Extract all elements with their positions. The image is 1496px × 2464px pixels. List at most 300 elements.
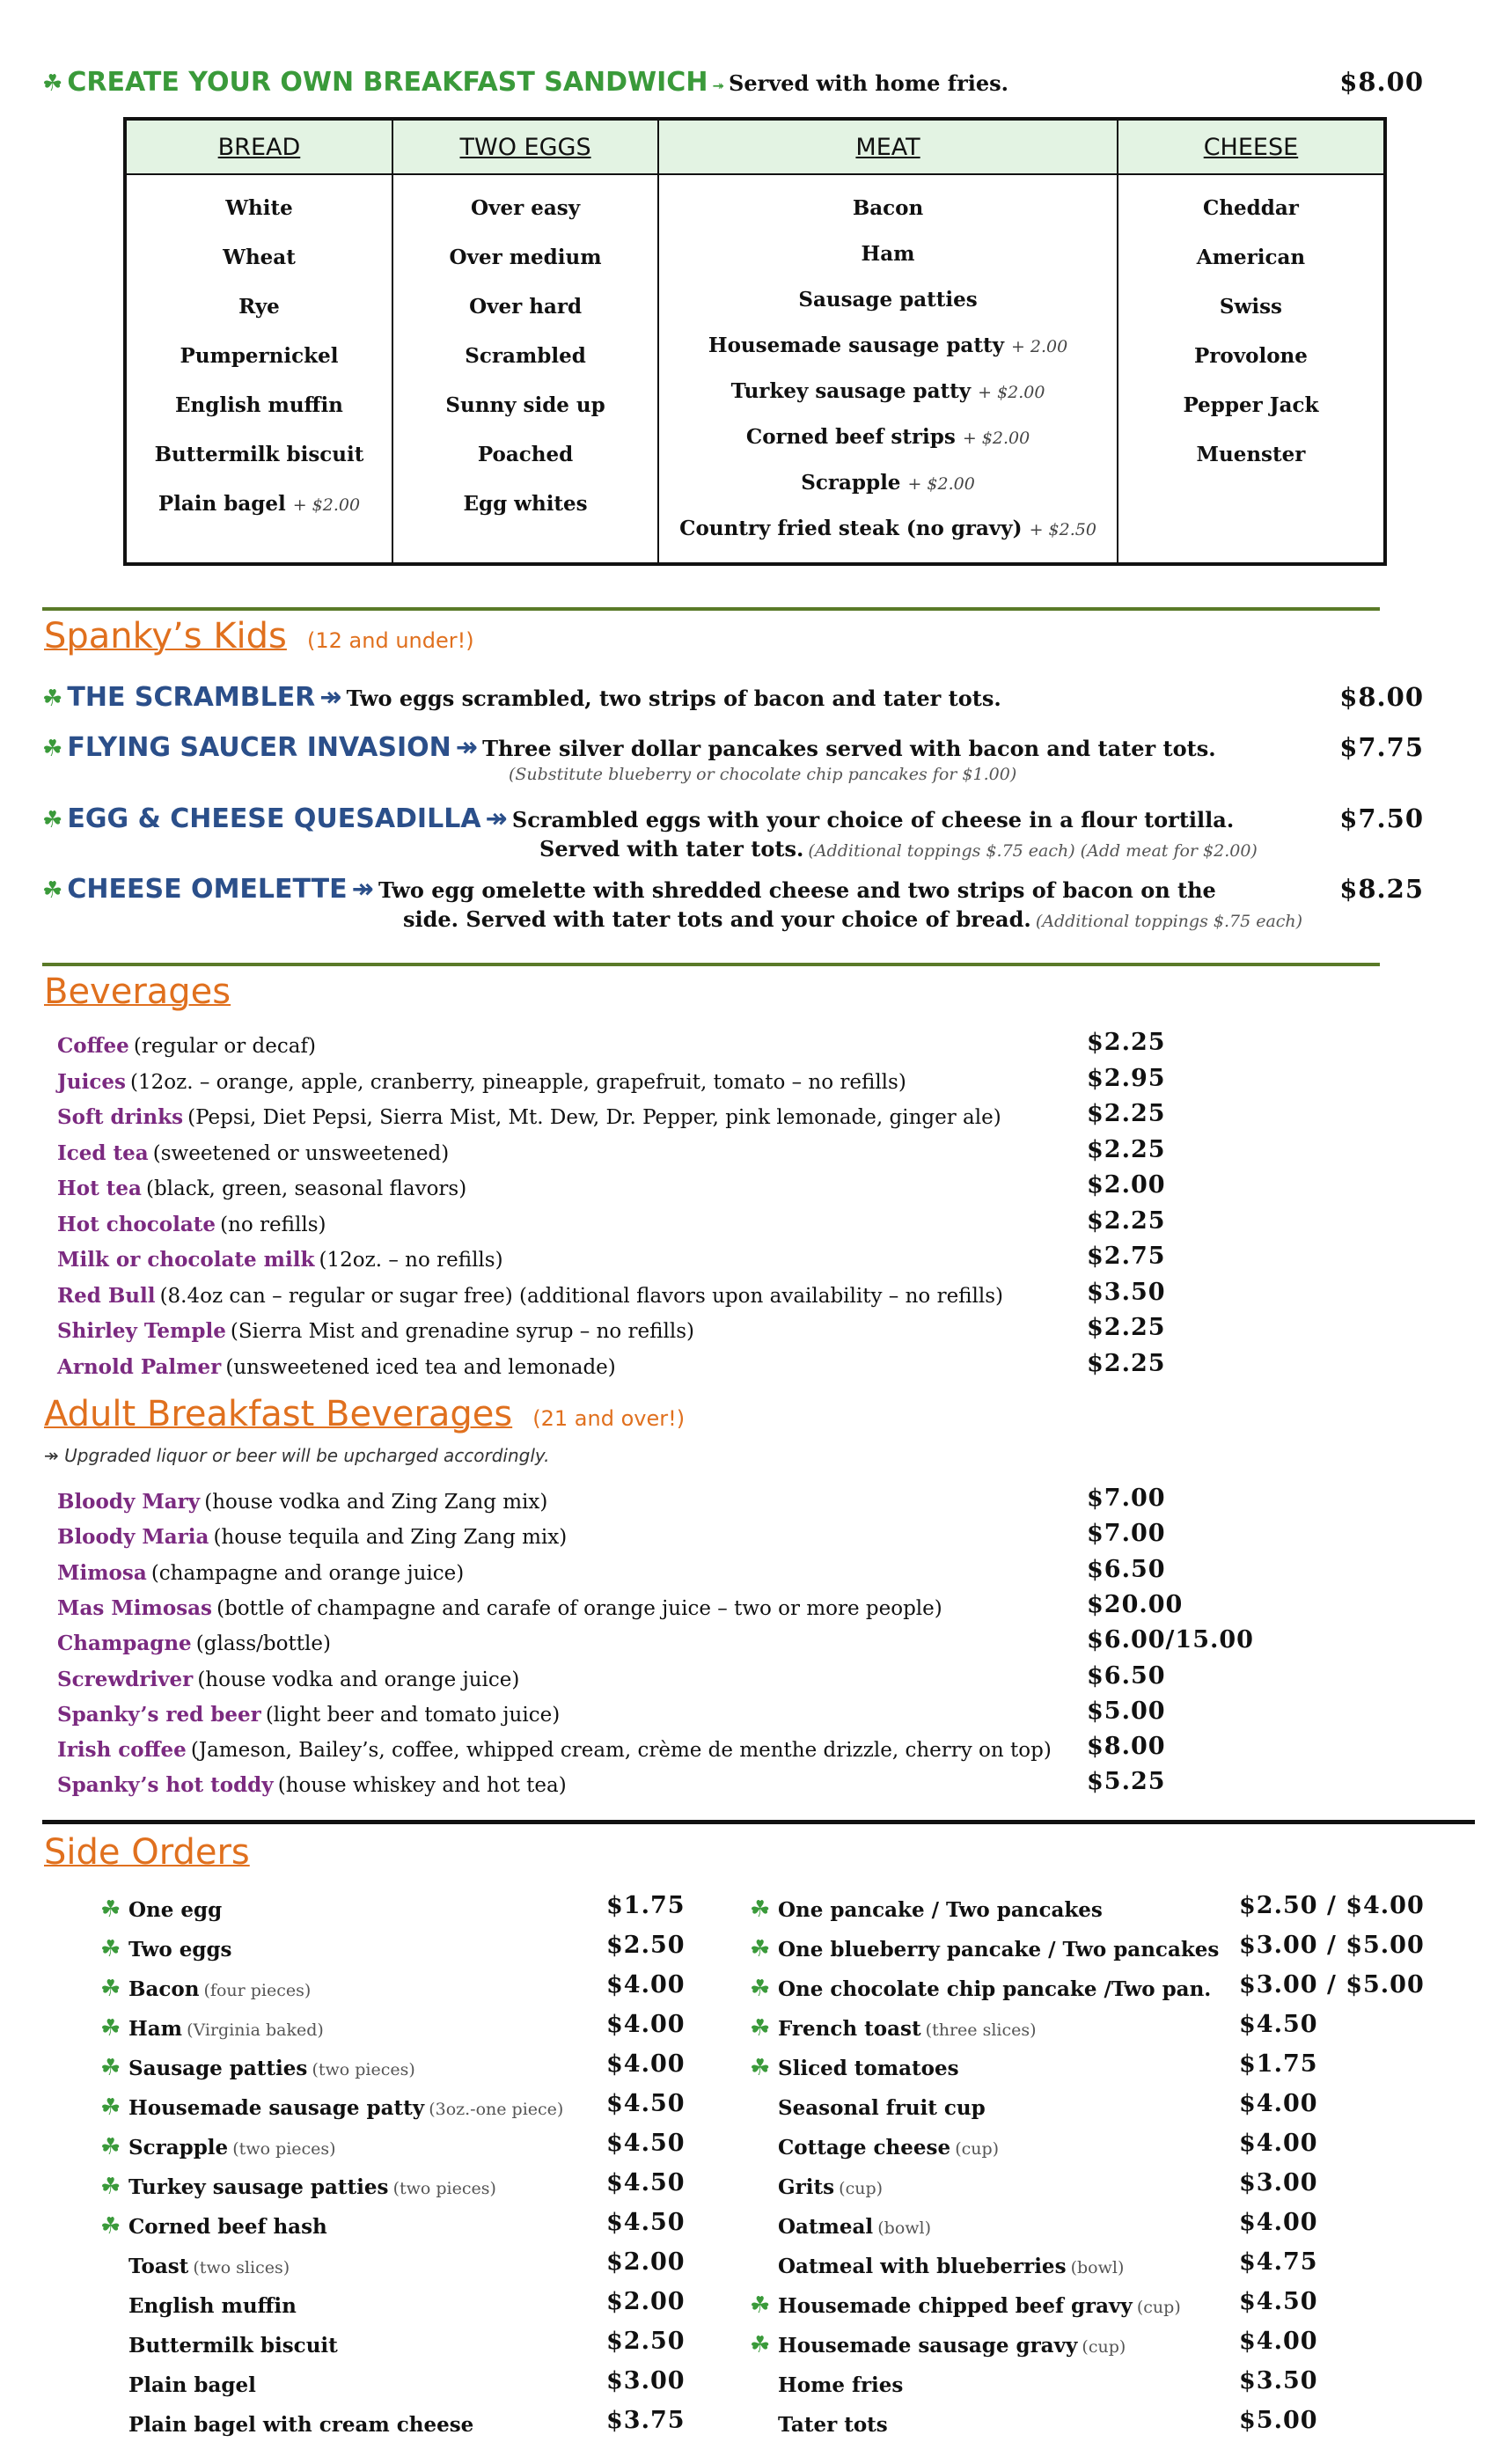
- side-item-price: $2.50: [606, 2328, 686, 2355]
- kids-item-line2: [42, 836, 1424, 862]
- side-row: [750, 2090, 1459, 2121]
- beverage-price: $2.75: [1087, 1243, 1166, 1270]
- beverage-row: [57, 1243, 1201, 1272]
- upgrade-note: ↠ Upgraded liquor or beer will be upcharged accordingly.: [44, 1445, 550, 1466]
- side-item-price: $4.50: [606, 2209, 686, 2236]
- beverage-desc: (Pepsi, Diet Pepsi, Sierra Mist, Mt. Dew, Dr. Pepper, pink lemonade, ginger ale): [187, 1106, 1001, 1129]
- side-item-name: Corned beef hash: [128, 2215, 327, 2239]
- beverage-price: $2.00: [1087, 1171, 1166, 1199]
- kids-item-line: [42, 682, 1424, 713]
- beverage-name: Coffee: [57, 1034, 129, 1058]
- beverages-header: [44, 972, 231, 1012]
- beverage-name: Mimosa: [57, 1560, 147, 1585]
- beverage-price: $2.25: [1087, 1349, 1166, 1377]
- meat-option-label: Housemade sausage patty: [708, 334, 1004, 357]
- meat-upcharge: + $2.00: [962, 429, 1030, 448]
- side-row: [100, 1932, 826, 1962]
- kids-item-name: EGG & CHEESE QUESADILLA: [67, 803, 481, 834]
- kids-item-line2: [42, 765, 1424, 784]
- side-item-note: (three slices): [925, 2020, 1037, 2040]
- beverage-name: Irish coffee: [57, 1738, 187, 1763]
- shamrock-icon: ☘: [750, 2332, 771, 2358]
- cheese-option: [1118, 295, 1383, 344]
- side-item-note: (two slices): [193, 2258, 290, 2277]
- side-item-price: $4.00: [1239, 2090, 1318, 2117]
- bread-option: [127, 344, 392, 393]
- side-row: [750, 1892, 1459, 1923]
- meat-upcharge: + $2.00: [907, 474, 975, 494]
- side-item-name: Housemade chipped beef gravy: [778, 2294, 1133, 2318]
- meat-option: [659, 425, 1117, 471]
- side-row: [100, 2011, 826, 2042]
- beverage-row: [57, 1590, 1201, 1620]
- kids-item-line: [42, 732, 1424, 763]
- side-row: [100, 2050, 826, 2081]
- side-item-price: $4.00: [606, 2050, 686, 2078]
- egg-option-label: Egg whites: [463, 492, 588, 516]
- arrow-icon: ↠: [319, 682, 342, 713]
- side-item-note: (3oz.-one piece): [429, 2100, 564, 2119]
- beverage-row: [57, 1626, 1254, 1656]
- side-item-price: $4.00: [606, 1971, 686, 1998]
- header-meat: MEAT: [658, 119, 1118, 174]
- kids-item-price: $8.00: [1339, 682, 1424, 712]
- beverage-price: $8.00: [1087, 1733, 1166, 1761]
- beverage-desc: (sweetened or unsweetened): [152, 1141, 450, 1165]
- cheese-option: [1118, 443, 1383, 492]
- side-row: [100, 2288, 826, 2319]
- beverage-desc: (12oz. – orange, apple, cranberry, pineapple, grapefruit, tomato – no refills): [130, 1070, 906, 1094]
- beverage-desc: (house vodka and orange juice): [197, 1668, 520, 1691]
- arrow-icon: ↠: [485, 803, 508, 834]
- header-two-eggs: TWO EGGS: [392, 119, 658, 174]
- beverage-row: [57, 1314, 1201, 1343]
- side-item-name: English muffin: [128, 2294, 297, 2318]
- kids-item-name: FLYING SAUCER INVASION: [67, 732, 451, 763]
- meat-option-label: Turkey sausage patty: [730, 379, 972, 403]
- side-item-price: $4.00: [1239, 2209, 1318, 2236]
- beverage-row: [57, 1349, 1201, 1379]
- side-item-name: One egg: [128, 1898, 223, 1922]
- side-item-name: Toast: [128, 2255, 189, 2278]
- side-item-note: (two pieces): [392, 2179, 496, 2198]
- sides-title: Side Orders: [44, 1832, 250, 1873]
- bread-option: [127, 246, 392, 295]
- sandwich-build-table: [123, 117, 1387, 566]
- side-row: [750, 2130, 1459, 2160]
- side-item-price: $4.50: [1239, 2011, 1318, 2038]
- side-item-name: Scrapple: [128, 2136, 229, 2160]
- side-item-price: $2.50: [606, 1932, 686, 1959]
- side-item-note: (bowl): [877, 2218, 932, 2238]
- beverage-row: [57, 1555, 1201, 1585]
- side-row: [750, 2288, 1459, 2319]
- side-row: [750, 2011, 1459, 2042]
- beverage-name: Juices: [57, 1069, 126, 1094]
- side-item-name: Bacon: [128, 1977, 200, 2001]
- side-item-name: Turkey sausage patties: [128, 2175, 389, 2199]
- side-row: [750, 2407, 1459, 2438]
- shamrock-icon: ☘: [100, 2174, 121, 2200]
- beverage-name: Iced tea: [57, 1140, 149, 1165]
- egg-option: [393, 295, 657, 344]
- meat-option-label: Country fried steak (no gravy): [679, 517, 1023, 540]
- side-row: [750, 2209, 1459, 2240]
- side-row: [100, 1892, 826, 1923]
- beverage-name: Champagne: [57, 1632, 192, 1656]
- meat-option-label: Bacon: [852, 196, 924, 220]
- beverages-title: Beverages: [44, 972, 231, 1012]
- kids-item-desc: Two eggs scrambled, two strips of bacon and tater tots.: [346, 686, 1001, 711]
- beverage-desc: (champagne and orange juice): [150, 1561, 465, 1585]
- side-item-price: $3.75: [606, 2407, 686, 2434]
- side-item-price: $4.75: [1239, 2248, 1318, 2276]
- bread-option: [127, 443, 392, 492]
- beverage-name: Bloody Mary: [57, 1490, 201, 1514]
- beverage-row: [57, 1206, 1201, 1236]
- beverage-row: [57, 1029, 1201, 1058]
- beverage-row: [57, 1485, 1201, 1514]
- header-cheese: CHEESE: [1118, 119, 1385, 174]
- beverage-desc: (house whiskey and hot tea): [277, 1774, 567, 1798]
- side-item-price: $3.00: [606, 2367, 686, 2394]
- side-row: [100, 2090, 826, 2121]
- side-item-price: $3.00 / $5.00: [1239, 1932, 1425, 1959]
- kids-item-note: (Additional toppings $.75 each): [1035, 912, 1303, 931]
- shamrock-icon: ☘: [750, 1976, 771, 2002]
- meat-option: [659, 334, 1117, 379]
- side-row: [100, 2367, 826, 2398]
- beverage-price: $6.50: [1087, 1661, 1166, 1690]
- shamrock-icon: ☘: [100, 1976, 121, 2002]
- side-row: [100, 2130, 826, 2160]
- shamrock-icon: ☘: [100, 2134, 121, 2160]
- meat-option-label: Corned beef strips: [745, 425, 956, 449]
- meat-upcharge: + 2.00: [1010, 337, 1068, 356]
- beverage-desc: (glass/bottle): [195, 1632, 331, 1656]
- egg-option: [393, 393, 657, 443]
- beverage-price: $7.00: [1087, 1485, 1166, 1512]
- side-item-name: Oatmeal with blueberries: [778, 2255, 1067, 2278]
- side-item-note: (cup): [1082, 2337, 1126, 2357]
- side-item-note: (cup): [839, 2179, 884, 2198]
- beverage-price: $5.25: [1087, 1768, 1166, 1796]
- beverage-desc: (unsweetened iced tea and lemonade): [225, 1355, 616, 1379]
- kids-item-note: (Additional toppings $.75 each) (Add meat for $2.00): [808, 841, 1258, 861]
- egg-option-label: Scrambled: [465, 344, 586, 368]
- beverage-desc: (Sierra Mist and grenadine syrup – no refills): [230, 1320, 694, 1343]
- cheese-option-label: Muenster: [1196, 443, 1306, 466]
- beverage-row: [57, 1278, 1201, 1308]
- adult-subtitle: (21 and over!): [532, 1406, 686, 1431]
- header-bread: BREAD: [125, 119, 392, 174]
- beverage-desc: (house vodka and Zing Zang mix): [204, 1491, 548, 1514]
- egg-option-label: Poached: [477, 443, 574, 466]
- shamrock-icon: ☘: [42, 807, 63, 833]
- shamrock-icon: ☘: [100, 2094, 121, 2121]
- egg-option-label: Over hard: [469, 295, 583, 319]
- side-item-name: Buttermilk biscuit: [128, 2334, 338, 2358]
- side-item-note: (bowl): [1070, 2258, 1125, 2277]
- shamrock-icon: ☘: [750, 1936, 771, 1962]
- side-row: [750, 2328, 1459, 2358]
- beverage-desc: (8.4oz can – regular or sugar free) (additional flavors upon availability – no refills): [159, 1284, 1004, 1308]
- egg-option: [393, 443, 657, 492]
- cheese-option-label: Swiss: [1219, 295, 1282, 319]
- egg-option-label: Over easy: [471, 196, 581, 220]
- shamrock-icon: ☘: [100, 1936, 121, 1962]
- beverage-name: Hot tea: [57, 1177, 142, 1200]
- side-item-note: (cup): [1136, 2298, 1181, 2317]
- side-row: [750, 1971, 1459, 2002]
- meat-option: [659, 379, 1117, 425]
- bread-option: [127, 196, 392, 246]
- meat-option: [659, 288, 1117, 334]
- side-item-name: Seasonal fruit cup: [778, 2096, 986, 2120]
- shamrock-icon: ☘: [750, 2055, 771, 2081]
- bread-option-label: Pumpernickel: [180, 344, 339, 368]
- beverage-row: [57, 1733, 1201, 1763]
- kids-item: [42, 874, 1424, 932]
- beverage-price: $20.00: [1087, 1590, 1184, 1618]
- side-item-name: Home fries: [778, 2373, 904, 2397]
- side-item-name: Cottage cheese: [778, 2136, 951, 2160]
- side-row: [750, 2169, 1459, 2200]
- shamrock-icon: ☘: [750, 2292, 771, 2319]
- side-item-price: $4.00: [1239, 2328, 1318, 2355]
- kids-item-desc-cont: side. Served with tater tots and your choice of bread.: [403, 906, 1031, 932]
- meat-option: [659, 196, 1117, 242]
- beverage-name: Screwdriver: [57, 1667, 194, 1691]
- beverage-row: [57, 1135, 1201, 1165]
- beverage-row: [57, 1520, 1201, 1550]
- bread-option-label: Rye: [238, 295, 280, 319]
- arrow-icon: ↠: [712, 77, 724, 94]
- cheese-option: [1118, 196, 1383, 246]
- side-row: [100, 2407, 826, 2438]
- egg-option: [393, 344, 657, 393]
- beverage-price: $6.50: [1087, 1555, 1166, 1583]
- side-item-price: $4.50: [606, 2130, 686, 2157]
- sandwich-title: CREATE YOUR OWN BREAKFAST SANDWICH: [67, 67, 708, 98]
- cheese-option-label: Pepper Jack: [1183, 393, 1319, 417]
- side-row: [100, 1971, 826, 2002]
- beverage-desc: (light beer and tomato juice): [265, 1703, 561, 1727]
- beverage-desc: (regular or decaf): [133, 1035, 316, 1058]
- side-item-price: $4.50: [606, 2090, 686, 2117]
- beverage-desc: (Jameson, Bailey’s, coffee, whipped cream, crème de menthe drizzle, cherry on top): [190, 1739, 1052, 1763]
- side-row: [100, 2169, 826, 2200]
- side-row: [750, 2367, 1459, 2398]
- kids-item-desc-cont: Served with tater tots.: [539, 836, 804, 862]
- side-row: [100, 2248, 826, 2279]
- adult-title: Adult Breakfast Beverages: [44, 1394, 513, 1434]
- egg-option-label: Sunny side up: [445, 393, 605, 417]
- sandwich-note: Served with home fries.: [729, 70, 1008, 96]
- sandwich-price: $8.00: [1339, 67, 1424, 97]
- kids-item-desc: Scrambled eggs with your choice of cheese in a flour tortilla.: [511, 807, 1235, 832]
- kids-item-name: THE SCRAMBLER: [67, 682, 316, 713]
- beverage-name: Soft drinks: [57, 1105, 184, 1129]
- cheese-option-label: American: [1196, 246, 1306, 269]
- bread-option: [127, 393, 392, 443]
- bread-column: [125, 174, 392, 564]
- beverage-name: Hot chocolate: [57, 1212, 216, 1236]
- cheese-option: [1118, 393, 1383, 443]
- beverage-name: Red Bull: [57, 1283, 156, 1308]
- bread-option-label: English muffin: [175, 393, 343, 417]
- beverage-name: Spanky’s red beer: [57, 1702, 261, 1727]
- kids-header: [44, 616, 474, 656]
- beverage-desc: (12oz. – no refills): [319, 1249, 503, 1272]
- section-divider: [42, 607, 1380, 611]
- shamrock-icon: ☘: [100, 2015, 121, 2042]
- side-item-price: $5.00: [1239, 2407, 1318, 2434]
- bread-option: [127, 492, 392, 541]
- beverage-desc: (no refills): [220, 1213, 326, 1236]
- side-item-note: (two pieces): [312, 2060, 415, 2079]
- kids-item-price: $7.75: [1339, 732, 1424, 762]
- beverage-desc: (black, green, seasonal flavors): [145, 1177, 467, 1200]
- shamrock-icon: ☘: [750, 2015, 771, 2042]
- side-item-price: $2.50 / $4.00: [1239, 1892, 1425, 1919]
- side-item-name: Oatmeal: [778, 2215, 874, 2239]
- beverage-name: Shirley Temple: [57, 1319, 226, 1343]
- side-item-price: $1.75: [1239, 2050, 1318, 2078]
- kids-item-desc: Two egg omelette with shredded cheese and two strips of bacon on the: [378, 877, 1216, 903]
- bread-option-label: White: [225, 196, 293, 220]
- section-divider: [42, 1820, 1475, 1824]
- arrow-icon: ↠: [455, 732, 479, 763]
- kids-item-line2: [42, 906, 1424, 932]
- beverage-name: Bloody Maria: [57, 1525, 209, 1550]
- side-row: [750, 2248, 1459, 2279]
- side-item-name: Sliced tomatoes: [778, 2057, 959, 2080]
- shamrock-icon: ☘: [42, 736, 63, 762]
- beverage-name: Spanky’s hot toddy: [57, 1773, 274, 1798]
- meat-option-label: Scrapple: [801, 471, 901, 495]
- side-row: [100, 2328, 826, 2358]
- eggs-column: [392, 174, 658, 564]
- kids-item-line: [42, 803, 1424, 834]
- bread-option: [127, 295, 392, 344]
- bread-option-label: Wheat: [223, 246, 296, 269]
- sides-header: [44, 1832, 250, 1873]
- kids-item-price: $8.25: [1339, 874, 1424, 904]
- beverage-price: $2.25: [1087, 1029, 1166, 1056]
- beverage-row: [57, 1661, 1201, 1691]
- cheese-option: [1118, 246, 1383, 295]
- meat-option: [659, 517, 1117, 562]
- side-item-price: $3.00 / $5.00: [1239, 1971, 1425, 1998]
- bread-option-label: Plain bagel: [158, 492, 286, 516]
- meat-upcharge: + $2.50: [1029, 520, 1096, 539]
- side-item-note: (four pieces): [203, 1981, 312, 2000]
- kids-subtitle: (12 and under!): [307, 628, 474, 653]
- beverage-price: $2.95: [1087, 1064, 1166, 1092]
- side-item-price: $4.00: [606, 2011, 686, 2038]
- side-item-name: One pancake / Two pancakes: [778, 1898, 1103, 1922]
- shamrock-icon: ☘: [100, 2213, 121, 2240]
- egg-option: [393, 196, 657, 246]
- cheese-option: [1118, 344, 1383, 393]
- meat-column: [658, 174, 1118, 564]
- sandwich-header: [42, 67, 1424, 102]
- kids-item-note: (Substitute blueberry or chocolate chip pancakes for $1.00): [509, 765, 1017, 784]
- egg-option: [393, 246, 657, 295]
- side-item-note: (two pieces): [232, 2139, 336, 2159]
- adult-header: [44, 1394, 685, 1434]
- side-item-name: One blueberry pancake / Two pancakes: [778, 1938, 1220, 1962]
- egg-option: [393, 492, 657, 541]
- side-item-name: Grits: [778, 2175, 835, 2199]
- kids-title: Spanky’s Kids: [44, 616, 287, 656]
- side-item-note: (Virginia baked): [187, 2020, 324, 2040]
- side-item-name: Ham: [128, 2017, 182, 2041]
- beverage-name: Mas Mimosas: [57, 1595, 212, 1620]
- side-item-price: $4.50: [606, 2169, 686, 2196]
- side-item-name: Two eggs: [128, 1938, 232, 1962]
- side-item-name: One chocolate chip pancake /Two pan.: [778, 1977, 1212, 2001]
- kids-item: [42, 803, 1424, 862]
- cheese-column: [1118, 174, 1385, 564]
- meat-option-label: Ham: [861, 242, 915, 266]
- beverage-row: [57, 1171, 1201, 1200]
- kids-item: [42, 732, 1424, 784]
- side-row: [100, 2209, 826, 2240]
- side-item-name: French toast: [778, 2017, 921, 2041]
- side-item-name: Housemade sausage patty: [128, 2096, 425, 2120]
- side-item-price: $2.00: [606, 2248, 686, 2276]
- beverage-price: $2.25: [1087, 1100, 1166, 1127]
- egg-option-label: Over medium: [449, 246, 602, 269]
- section-divider: [42, 963, 1380, 966]
- beverage-row: [57, 1697, 1201, 1727]
- kids-item-price: $7.50: [1339, 803, 1424, 833]
- beverage-price: $3.50: [1087, 1278, 1166, 1306]
- side-item-name: Tater tots: [778, 2413, 888, 2437]
- side-item-price: $1.75: [606, 1892, 686, 1919]
- beverage-desc: (house tequila and Zing Zang mix): [213, 1526, 568, 1550]
- beverage-desc: (bottle of champagne and carafe of orange juice – two or more people): [216, 1596, 942, 1620]
- meat-option: [659, 471, 1117, 517]
- side-item-name: Plain bagel: [128, 2373, 256, 2397]
- side-item-note: (cup): [955, 2139, 1000, 2159]
- side-item-name: Plain bagel with cream cheese: [128, 2413, 474, 2437]
- beverage-name: Milk or chocolate milk: [57, 1248, 315, 1272]
- side-row: [750, 1932, 1459, 1962]
- beverage-price: $2.25: [1087, 1135, 1166, 1163]
- shamrock-icon: ☘: [100, 2055, 121, 2081]
- beverage-row: [57, 1100, 1201, 1129]
- shamrock-icon: ☘: [750, 1896, 771, 1923]
- side-item-price: $3.50: [1239, 2367, 1318, 2394]
- side-item-price: $3.00: [1239, 2169, 1318, 2196]
- kids-item-name: CHEESE OMELETTE: [67, 874, 348, 905]
- meat-option: [659, 242, 1117, 288]
- cheese-option-label: Provolone: [1194, 344, 1308, 368]
- shamrock-icon: ☘: [42, 686, 63, 712]
- beverage-price: $2.25: [1087, 1206, 1166, 1235]
- meat-option-label: Sausage patties: [798, 288, 978, 312]
- side-item-name: Sausage patties: [128, 2057, 308, 2080]
- shamrock-icon: ☘: [42, 70, 63, 97]
- side-item-price: $2.00: [606, 2288, 686, 2315]
- bread-upcharge: + $2.00: [292, 495, 361, 515]
- shamrock-icon: ☘: [42, 877, 63, 904]
- beverage-row: [57, 1064, 1201, 1094]
- kids-item-desc: Three silver dollar pancakes served with bacon and tater tots.: [482, 736, 1216, 761]
